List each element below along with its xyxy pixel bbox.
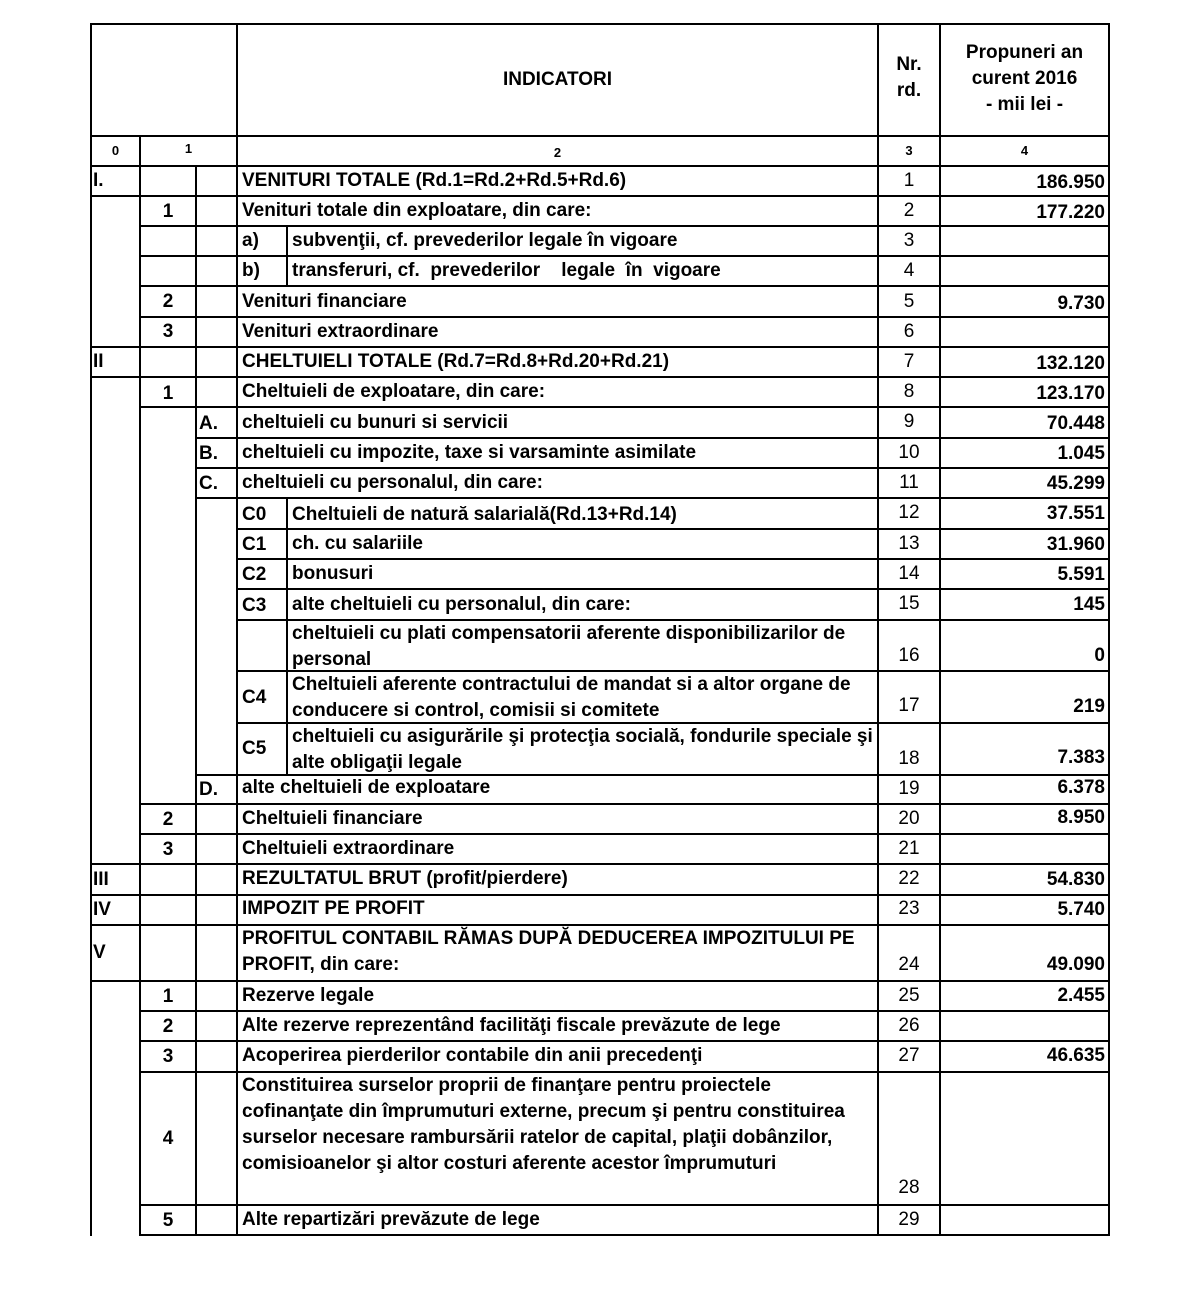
col-number-3: 3 [905, 143, 913, 158]
row-code: C2 [242, 564, 267, 585]
row-value: 7.383 [1057, 747, 1105, 768]
row-code: 2 [162, 1016, 174, 1037]
row-label: Venituri financiare [242, 291, 407, 312]
row-value: 31.960 [1046, 534, 1105, 555]
row-number: 29 [898, 1209, 920, 1230]
row-number: 18 [898, 748, 920, 769]
row-label: Cheltuieli financiare [242, 808, 423, 829]
row-value: 70.448 [1046, 413, 1105, 434]
row-label: Cheltuieli aferente contractului de mandat si a altor organe de conducere si control, comisii si comitete [292, 674, 851, 721]
row-value: 1.045 [1057, 443, 1105, 464]
row-number: 6 [903, 321, 915, 342]
col-line-1b [195, 166, 197, 1236]
row-label: PROFITUL CONTABIL RĂMAS DUPĂ DEDUCEREA IMPOZITULUI PE PROFIT, din care: [242, 928, 855, 975]
col-number-0: 0 [111, 143, 120, 158]
row-label: VENITURI TOTALE (Rd.1=Rd.2+Rd.5+Rd.6) [242, 170, 627, 191]
row-code: 1 [162, 986, 174, 1007]
row-number: 1 [903, 170, 915, 191]
row-code: a) [242, 230, 259, 251]
row-label: cheltuieli cu impozite, taxe si varsaminte asimilate [242, 442, 697, 463]
row-code: 1 [162, 383, 174, 404]
row-code: 3 [162, 839, 174, 860]
row-label: cheltuieli cu bunuri si servicii [242, 412, 509, 433]
row-code: IV [93, 899, 111, 920]
row-value: 45.299 [1046, 473, 1105, 494]
row-label: cheltuieli cu plati compensatorii aferente disponibilizarilor de personal [292, 623, 846, 670]
row-code: 5 [162, 1210, 174, 1231]
row-label: Alte repartizări prevăzute de lege [242, 1209, 540, 1230]
row-label: transferuri, cf. prevederilor legale în vigoare [292, 260, 721, 281]
row-value: 177.220 [1036, 202, 1105, 223]
row-number: 14 [898, 563, 920, 584]
row-value: 8.950 [1057, 807, 1105, 828]
row-code: 3 [162, 1046, 174, 1067]
row-value: 37.551 [1046, 503, 1105, 524]
row-label: Venituri totale din exploatare, din care: [242, 200, 592, 221]
row-code: C. [199, 473, 218, 494]
row-value: 186.950 [1036, 172, 1105, 193]
row-code: A. [199, 413, 218, 434]
row-number: 10 [898, 442, 920, 463]
row-label: Constituirea surselor proprii de finanţare pentru proiectele cofinanţate din împrumuturi externe, precum şi pentru constituirea surselor necesare rambursării ratelor de capital, plaţii dobânzilor, comisioanelor şi altor costuri aferente acestor împrumuturi [242, 1075, 845, 1174]
row-label: alte cheltuieli de exploatare [242, 777, 491, 798]
col-line-2 [236, 23, 238, 1236]
row-value: 219 [1073, 696, 1105, 717]
row-label: Acoperirea pierderilor contabile din anii precedenţi [242, 1045, 703, 1066]
row-code: 3 [162, 321, 174, 342]
row-code: 4 [162, 1128, 174, 1149]
row-code: C1 [242, 534, 267, 555]
row-number: 22 [898, 868, 920, 889]
row-number: 28 [898, 1177, 920, 1198]
row-number: 23 [898, 898, 920, 919]
row-code: C3 [242, 595, 267, 616]
row-number: 8 [903, 381, 915, 402]
row-number: 3 [903, 230, 915, 251]
row-code: 1 [162, 201, 174, 222]
row-number: 25 [898, 985, 920, 1006]
row-value: 145 [1073, 594, 1105, 615]
row-value: 2.455 [1057, 985, 1105, 1006]
row-code: C5 [242, 738, 267, 759]
col-number-4: 4 [1020, 143, 1029, 158]
row-value: 132.120 [1036, 353, 1105, 374]
row-label: Venituri extraordinare [242, 321, 439, 342]
row-label: alte cheltuieli cu personalul, din care: [292, 594, 631, 615]
row-code: C0 [242, 504, 267, 525]
row-label: cheltuieli cu personalul, din care: [242, 472, 543, 493]
row-code: I. [93, 170, 104, 191]
row-number: 4 [903, 260, 915, 281]
row-label: IMPOZIT PE PROFIT [242, 898, 425, 919]
row-number: 27 [898, 1045, 920, 1066]
row-code: D. [199, 779, 218, 800]
row-number: 9 [903, 411, 915, 432]
row-label: Alte rezerve reprezentând facilităţi fiscale prevăzute de lege [242, 1015, 781, 1036]
row-label: Cheltuieli de natură salarială(Rd.13+Rd.14) [292, 504, 677, 525]
row-code: III [93, 869, 109, 890]
row-number: 2 [903, 200, 915, 221]
row-code: C4 [242, 687, 267, 708]
row-code: 2 [162, 291, 174, 312]
row-value: 54.830 [1046, 869, 1105, 890]
row-label: CHELTUIELI TOTALE (Rd.7=Rd.8+Rd.20+Rd.21) [242, 351, 670, 372]
row-number: 7 [903, 351, 915, 372]
row-number: 20 [898, 808, 920, 829]
header-propuneri: Propuneri an curent 2016 - mii lei - [965, 42, 1084, 115]
row-number: 12 [898, 502, 920, 523]
row-label: subvenţii, cf. prevederilor legale în vigoare [292, 230, 678, 251]
col-number-1: 1 [184, 141, 193, 156]
row-code: B. [199, 443, 218, 464]
table-border-right [1108, 23, 1110, 1236]
row-number: 15 [898, 593, 920, 614]
row-value: 6.378 [1057, 777, 1105, 798]
row-number: 5 [903, 291, 915, 312]
header-nr-rd: Nr. rd. [896, 54, 922, 101]
row-label: Rezerve legale [242, 985, 375, 1006]
row-label: bonusuri [292, 563, 374, 584]
row-label: cheltuieli cu asigurările şi protecţia socială, fondurile speciale şi alte obligaţii legale [292, 726, 873, 773]
col-line-sub-c [286, 498, 288, 775]
row-number: 19 [898, 778, 920, 799]
row-number: 17 [898, 695, 920, 716]
row-value: 46.635 [1046, 1045, 1105, 1066]
row-code: b) [242, 260, 260, 281]
row-number: 21 [898, 838, 920, 859]
row-number: 13 [898, 533, 920, 554]
row-value: 9.730 [1057, 293, 1105, 314]
row-label: Cheltuieli de exploatare, din care: [242, 381, 546, 402]
row-label: Cheltuieli extraordinare [242, 838, 455, 859]
row-value: 5.740 [1057, 899, 1105, 920]
row-number: 26 [898, 1015, 920, 1036]
row-value: 123.170 [1036, 383, 1105, 404]
row-value: 49.090 [1046, 954, 1105, 975]
header-indicatori: INDICATORI [502, 69, 613, 90]
row-code: 2 [162, 809, 174, 830]
row-number: 11 [899, 472, 919, 493]
row-value: 5.591 [1057, 564, 1105, 585]
row-code: V [93, 942, 106, 963]
row-value: 0 [1094, 645, 1105, 666]
row-code: II [93, 351, 104, 372]
table-border-left [90, 23, 92, 1236]
row-number: 16 [898, 645, 920, 666]
row-number: 24 [898, 954, 920, 975]
row-label: REZULTATUL BRUT (profit/pierdere) [242, 868, 568, 889]
row-label: ch. cu salariile [292, 533, 423, 554]
col-number-2: 2 [553, 145, 562, 160]
